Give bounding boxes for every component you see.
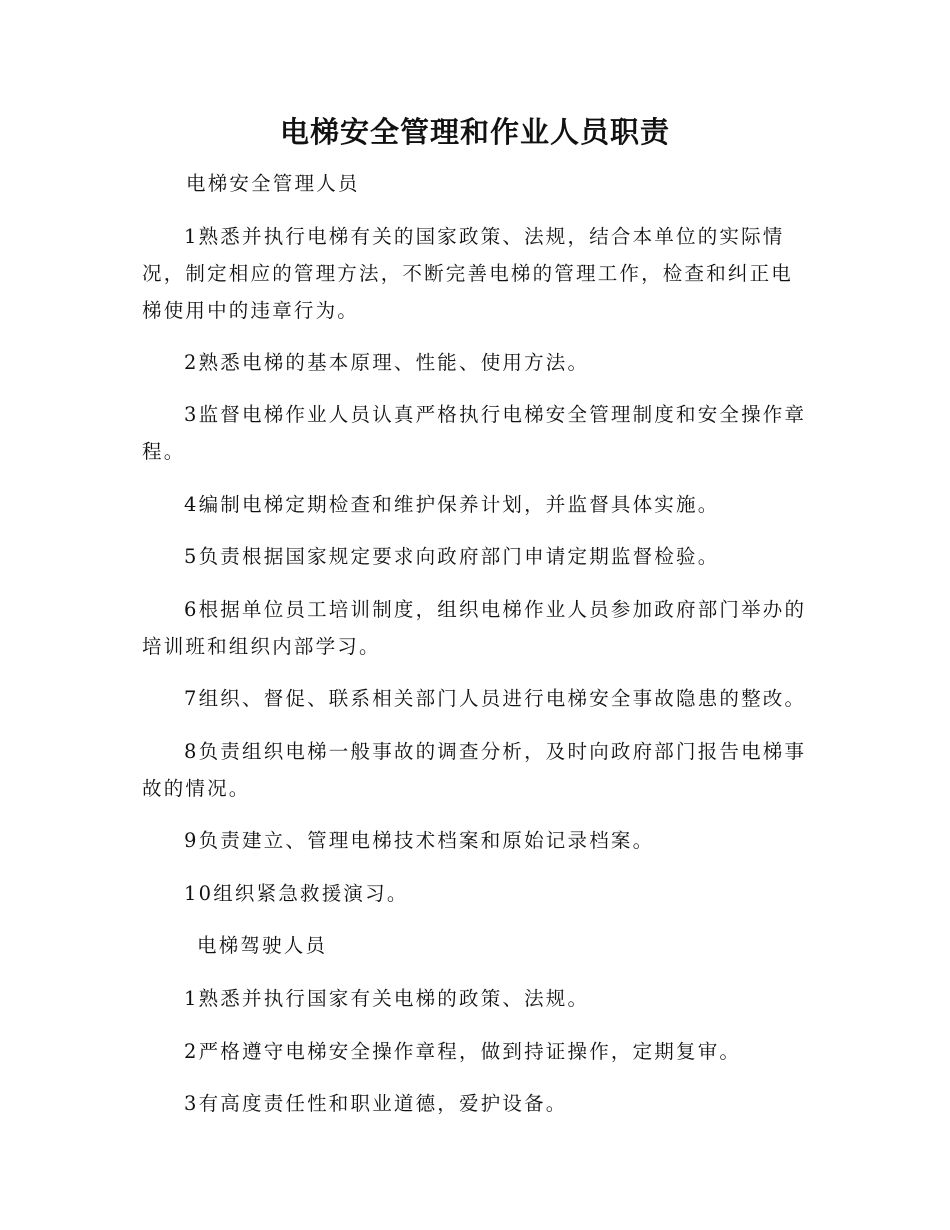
item-1-line-2: 况，制定相应的管理方法，不断完善电梯的管理工作，检查和纠正电 xyxy=(142,262,794,285)
item-5: 5负责根据国家规定要求向政府部门申请定期监督检验。 xyxy=(184,545,720,568)
item-6-line-2: 培训班和组织内部学习。 xyxy=(142,635,381,658)
item-8-line-1: 8负责组织电梯一般事故的调查分析，及时向政府部门报告电梯事 xyxy=(184,740,807,763)
operator-item-1: 1熟悉并执行国家有关电梯的政策、法规。 xyxy=(184,987,590,1010)
section-heading-operators: 电梯驾驶人员 xyxy=(197,934,328,957)
item-7: 7组织、督促、联系相关部门人员进行电梯安全事故隐患的整改。 xyxy=(184,687,807,710)
item-3-line-2: 程。 xyxy=(142,440,186,463)
item-10: 10组织紧急救援演习。 xyxy=(184,882,409,905)
item-2: 2熟悉电梯的基本原理、性能、使用方法。 xyxy=(184,351,590,374)
document-title: 电梯安全管理和作业人员职责 xyxy=(279,115,670,149)
item-1-line-3: 梯使用中的违章行为。 xyxy=(142,299,360,322)
operator-item-2: 2严格遵守电梯安全操作章程，做到持证操作，定期复审。 xyxy=(184,1040,742,1063)
item-1-line-1: 1熟悉并执行电梯有关的国家政策、法规，结合本单位的实际情 xyxy=(184,225,785,248)
operator-item-3: 3有高度责任性和职业道德，爱护设备。 xyxy=(184,1092,568,1115)
item-3-line-1: 3监督电梯作业人员认真严格执行电梯安全管理制度和安全操作章 xyxy=(184,403,807,426)
item-8-line-2: 故的情况。 xyxy=(142,777,251,800)
section-heading-safety-management: 电梯安全管理人员 xyxy=(186,172,360,195)
item-6-line-1: 6根据单位员工培训制度，组织电梯作业人员参加政府部门举办的 xyxy=(184,598,807,621)
item-9: 9负责建立、管理电梯技术档案和原始记录档案。 xyxy=(184,829,655,852)
item-4: 4编制电梯定期检查和维护保养计划，并监督具体实施。 xyxy=(184,493,720,516)
